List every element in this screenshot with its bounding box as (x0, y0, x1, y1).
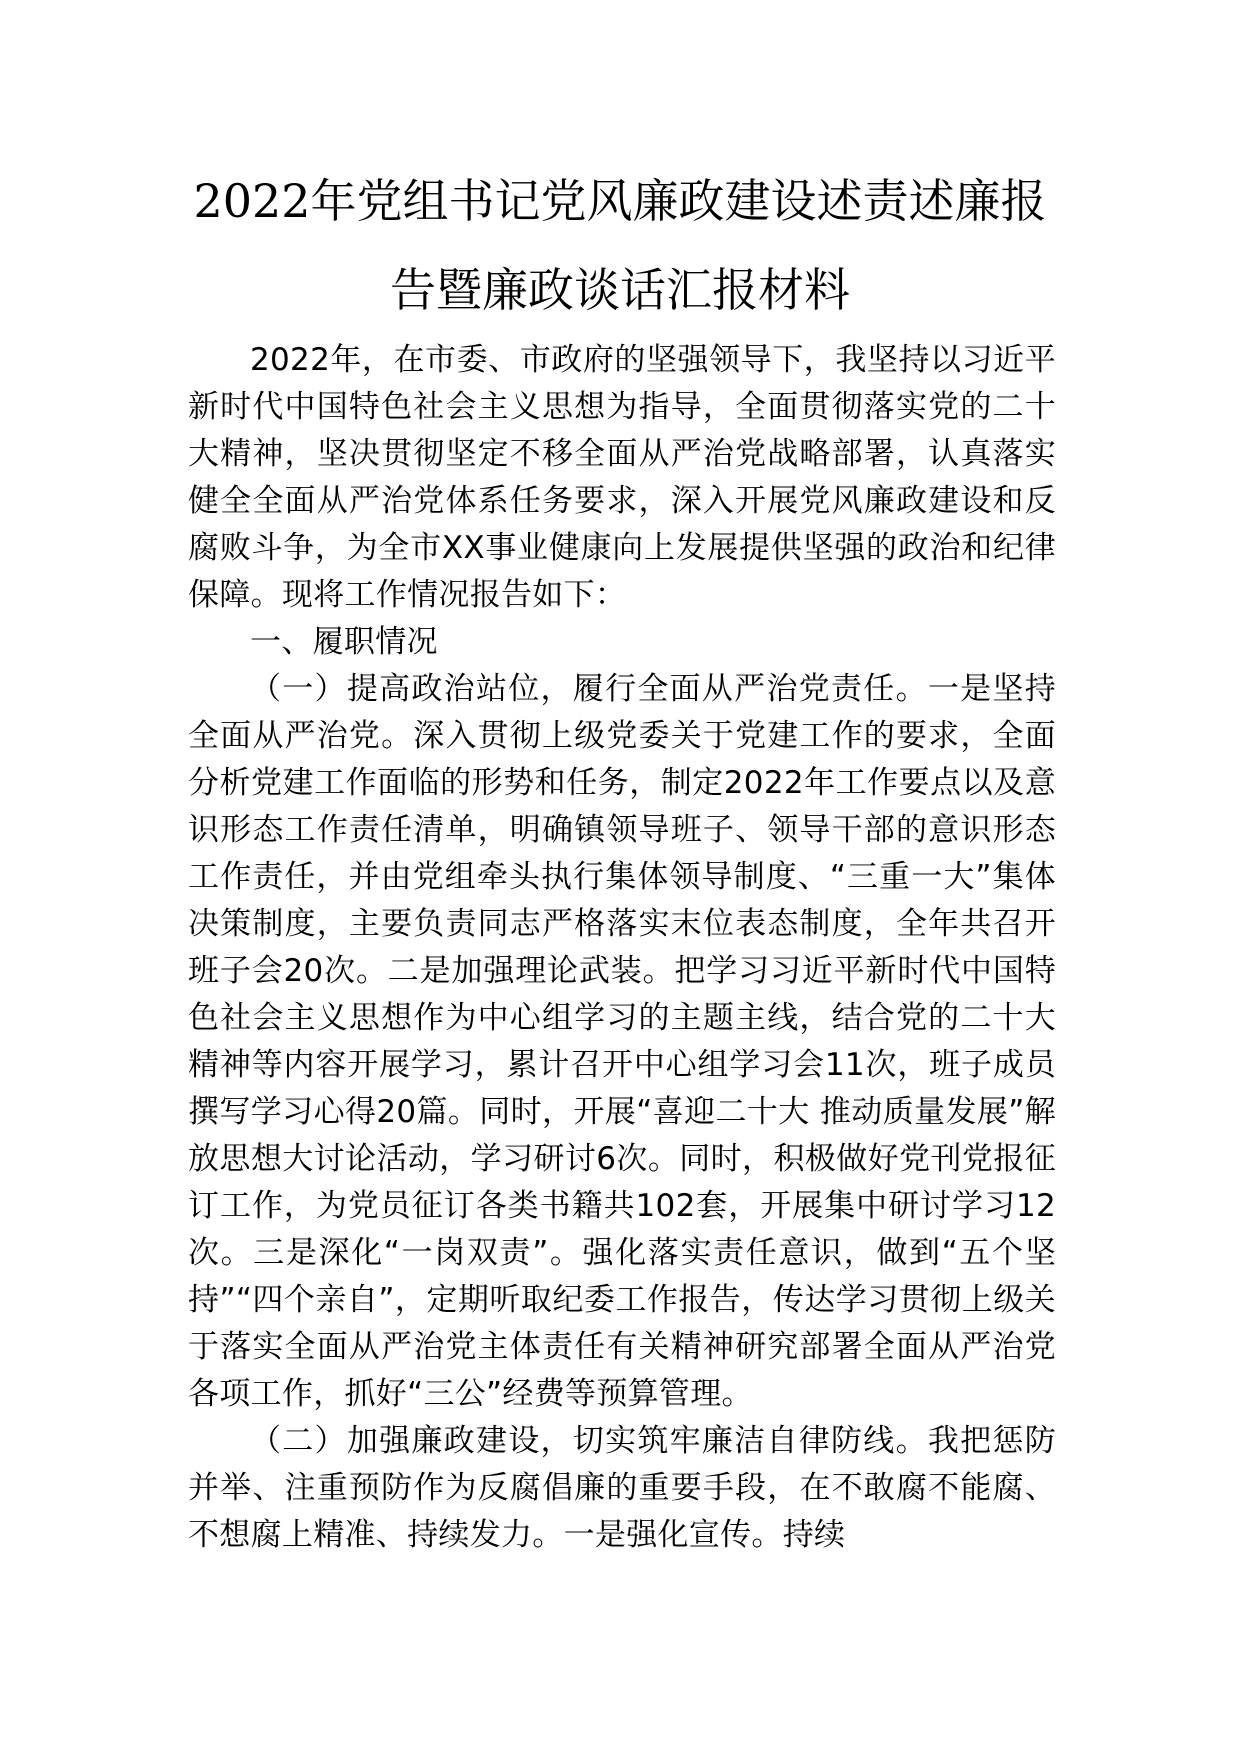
document-body (188, 337, 1056, 1559)
document-title-line-1: 2022年党组书记党风廉政建设述责述廉报 (193, 174, 1047, 228)
body-paragraph: （一）提高政治站位，履行全面从严治党责任。一是坚持全面从严治党。深入贯彻上级党委关于党建工作的要求，全面分析党建工作面临的形势和任务，制定2022年工作要点以及意识形态工作责任清单，明确镇领导班子、领导干部的意识形态工作责任，并由党组牵头执行集体领导制度、“三重一大”集体决策制度，主要负责同志严格落实末位表态制度，全年共召开班子会20次。二是加强理论武装。把学习习近平新时代中国特色社会主义思想作为中心组学习的主题主线，结合党的二十大精神等内容开展学习，累计召开中心组学习会11次，班子成员撰写学习心得20篇。同时，开展“喜迎二十大 推动质量发展”解放思想大讨论活动，学习研讨6次。同时，积极做好党刊党报征订工作，为党员征订各类书籍共102套，开展集中研讨学习12次。三是深化“一岗双责”。强化落实责任意识，做到“五个坚持”“四个亲自”，定期听取纪委工作报告，传达学习贯彻上级关于落实全面从严治党主体责任有关精神研究部署全面从严治党各项工作，抓好“三公”经费等预算管理。 (188, 671, 1056, 1412)
section-heading: 一、履职情况 (250, 624, 438, 660)
intro-paragraph: 2022年，在市委、市政府的坚强领导下，我坚持以习近平新时代中国特色社会主义思想为指导，全面贯彻落实党的二十大精神，坚决贯彻坚定不移全面从严治党战略部署，认真落实健全全面从严治党体系任务要求，深入开展党风廉政建设和反腐败斗争，为全市XX事业健康向上发展提供坚强的政治和纪律保障。现将工作情况报告如下： (188, 342, 1056, 613)
body-paragraph: （二）加强廉政建设，切实筑牢廉洁自律防线。我把惩防并举、注重预防作为反腐倡廉的重要手段，在不敢腐不能腐、不想腐上精准、持续发力。一是强化宣传。持续 (188, 1423, 1056, 1553)
document-title-line-2: 告暨廉政谈话汇报材料 (390, 263, 850, 317)
